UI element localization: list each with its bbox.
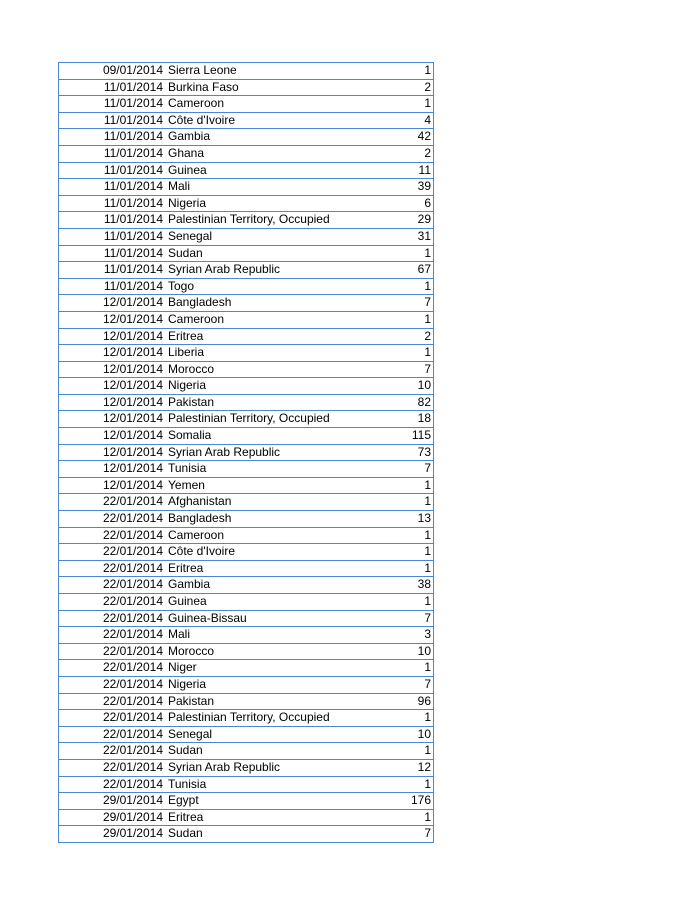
country-cell: Côte d'Ivoire: [166, 544, 388, 561]
country-cell: Eritrea: [166, 560, 388, 577]
table-row: [59, 477, 434, 494]
country-cell: Liberia: [166, 345, 388, 362]
count-cell: 73: [388, 444, 434, 461]
table-row: [59, 295, 434, 312]
country-cell: Sudan: [166, 245, 388, 262]
table-row: [59, 195, 434, 212]
table-row: [59, 96, 434, 113]
date-cell: 11/01/2014: [59, 129, 167, 146]
country-cell: Gambia: [166, 129, 388, 146]
count-cell: 115: [388, 428, 434, 445]
table-row: [59, 79, 434, 96]
country-cell: Cameroon: [166, 311, 388, 328]
table-row: [59, 527, 434, 544]
count-cell: 1: [388, 278, 434, 295]
table-row: [59, 328, 434, 345]
count-cell: 39: [388, 179, 434, 196]
date-cell: 22/01/2014: [59, 676, 167, 693]
table-row: [59, 793, 434, 810]
country-cell: Sierra Leone: [166, 63, 388, 80]
date-cell: 11/01/2014: [59, 195, 167, 212]
country-cell: Egypt: [166, 793, 388, 810]
count-cell: 2: [388, 145, 434, 162]
table-row: [59, 594, 434, 611]
table-row: [59, 378, 434, 395]
date-cell: 12/01/2014: [59, 477, 167, 494]
table-row: [59, 776, 434, 793]
table-row: [59, 129, 434, 146]
table-row: [59, 461, 434, 478]
table-row: [59, 710, 434, 727]
count-cell: 3: [388, 627, 434, 644]
country-cell: Guinea-Bissau: [166, 610, 388, 627]
date-cell: 22/01/2014: [59, 759, 167, 776]
date-cell: 11/01/2014: [59, 262, 167, 279]
date-cell: 11/01/2014: [59, 179, 167, 196]
table-row: [59, 278, 434, 295]
count-cell: 7: [388, 461, 434, 478]
table-row: [59, 743, 434, 760]
country-cell: Cameroon: [166, 527, 388, 544]
date-cell: 11/01/2014: [59, 162, 167, 179]
country-cell: Afghanistan: [166, 494, 388, 511]
country-cell: Guinea: [166, 162, 388, 179]
count-cell: 1: [388, 63, 434, 80]
count-cell: 67: [388, 262, 434, 279]
country-cell: Tunisia: [166, 461, 388, 478]
table-row: [59, 444, 434, 461]
count-cell: 11: [388, 162, 434, 179]
date-cell: 22/01/2014: [59, 627, 167, 644]
table-row: [59, 660, 434, 677]
count-cell: 2: [388, 328, 434, 345]
country-cell: Ghana: [166, 145, 388, 162]
count-cell: 1: [388, 345, 434, 362]
country-cell: Senegal: [166, 726, 388, 743]
country-cell: Gambia: [166, 577, 388, 594]
count-cell: 1: [388, 477, 434, 494]
count-cell: 31: [388, 228, 434, 245]
date-cell: 12/01/2014: [59, 361, 167, 378]
date-cell: 12/01/2014: [59, 311, 167, 328]
count-cell: 7: [388, 361, 434, 378]
country-cell: Bangladesh: [166, 295, 388, 312]
country-cell: Nigeria: [166, 378, 388, 395]
date-cell: 09/01/2014: [59, 63, 167, 80]
country-cell: Niger: [166, 660, 388, 677]
date-cell: 11/01/2014: [59, 145, 167, 162]
table-row: [59, 179, 434, 196]
country-cell: Syrian Arab Republic: [166, 444, 388, 461]
date-cell: 22/01/2014: [59, 643, 167, 660]
date-cell: 12/01/2014: [59, 295, 167, 312]
table-row: [59, 228, 434, 245]
date-cell: 12/01/2014: [59, 444, 167, 461]
country-cell: Morocco: [166, 643, 388, 660]
country-cell: Palestinian Territory, Occupied: [166, 212, 388, 229]
count-cell: 1: [388, 494, 434, 511]
country-cell: Senegal: [166, 228, 388, 245]
date-cell: 22/01/2014: [59, 594, 167, 611]
country-cell: Palestinian Territory, Occupied: [166, 411, 388, 428]
country-cell: Yemen: [166, 477, 388, 494]
date-cell: 12/01/2014: [59, 461, 167, 478]
country-cell: Sudan: [166, 743, 388, 760]
count-cell: 38: [388, 577, 434, 594]
count-cell: 10: [388, 726, 434, 743]
table-row: [59, 361, 434, 378]
country-cell: Bangladesh: [166, 511, 388, 528]
country-cell: Somalia: [166, 428, 388, 445]
table-body: [59, 63, 434, 843]
count-cell: 7: [388, 676, 434, 693]
country-cell: Guinea: [166, 594, 388, 611]
count-cell: 13: [388, 511, 434, 528]
country-cell: Pakistan: [166, 693, 388, 710]
country-cell: Syrian Arab Republic: [166, 262, 388, 279]
table-row: [59, 145, 434, 162]
country-cell: Mali: [166, 627, 388, 644]
date-cell: 22/01/2014: [59, 494, 167, 511]
date-cell: 29/01/2014: [59, 809, 167, 826]
date-cell: 22/01/2014: [59, 544, 167, 561]
table-row: [59, 162, 434, 179]
count-cell: 1: [388, 245, 434, 262]
count-cell: 10: [388, 643, 434, 660]
table-row: [59, 345, 434, 362]
table-row: [59, 544, 434, 561]
date-cell: 11/01/2014: [59, 278, 167, 295]
data-table: [58, 62, 434, 843]
date-cell: 22/01/2014: [59, 743, 167, 760]
table-row: [59, 511, 434, 528]
date-cell: 12/01/2014: [59, 411, 167, 428]
table-row: [59, 759, 434, 776]
date-cell: 11/01/2014: [59, 79, 167, 96]
count-cell: 1: [388, 743, 434, 760]
count-cell: 1: [388, 544, 434, 561]
date-cell: 29/01/2014: [59, 793, 167, 810]
count-cell: 12: [388, 759, 434, 776]
date-cell: 22/01/2014: [59, 577, 167, 594]
count-cell: 18: [388, 411, 434, 428]
date-cell: 22/01/2014: [59, 710, 167, 727]
date-cell: 12/01/2014: [59, 394, 167, 411]
country-cell: Pakistan: [166, 394, 388, 411]
date-cell: 11/01/2014: [59, 112, 167, 129]
country-cell: Côte d'Ivoire: [166, 112, 388, 129]
date-cell: 22/01/2014: [59, 660, 167, 677]
table-row: [59, 627, 434, 644]
count-cell: 1: [388, 96, 434, 113]
count-cell: 2: [388, 79, 434, 96]
table-row: [59, 212, 434, 229]
table-row: [59, 311, 434, 328]
country-cell: Palestinian Territory, Occupied: [166, 710, 388, 727]
count-cell: 1: [388, 809, 434, 826]
country-cell: Nigeria: [166, 676, 388, 693]
table-row: [59, 560, 434, 577]
country-cell: Morocco: [166, 361, 388, 378]
date-cell: 29/01/2014: [59, 826, 167, 843]
count-cell: 176: [388, 793, 434, 810]
date-cell: 12/01/2014: [59, 428, 167, 445]
country-cell: Tunisia: [166, 776, 388, 793]
country-cell: Syrian Arab Republic: [166, 759, 388, 776]
count-cell: 1: [388, 527, 434, 544]
count-cell: 1: [388, 776, 434, 793]
date-cell: 22/01/2014: [59, 776, 167, 793]
count-cell: 29: [388, 212, 434, 229]
table-row: [59, 411, 434, 428]
date-cell: 22/01/2014: [59, 726, 167, 743]
count-cell: 1: [388, 311, 434, 328]
date-cell: 11/01/2014: [59, 212, 167, 229]
date-cell: 12/01/2014: [59, 378, 167, 395]
date-cell: 22/01/2014: [59, 610, 167, 627]
date-cell: 22/01/2014: [59, 527, 167, 544]
table-row: [59, 428, 434, 445]
table-row: [59, 676, 434, 693]
date-cell: 11/01/2014: [59, 96, 167, 113]
table-row: [59, 577, 434, 594]
count-cell: 1: [388, 594, 434, 611]
table-row: [59, 494, 434, 511]
country-cell: Eritrea: [166, 328, 388, 345]
country-cell: Eritrea: [166, 809, 388, 826]
table-row: [59, 262, 434, 279]
country-cell: Togo: [166, 278, 388, 295]
count-cell: 10: [388, 378, 434, 395]
table-row: [59, 245, 434, 262]
count-cell: 96: [388, 693, 434, 710]
table-row: [59, 693, 434, 710]
table-row: [59, 63, 434, 80]
table-row: [59, 826, 434, 843]
count-cell: 7: [388, 826, 434, 843]
country-cell: Mali: [166, 179, 388, 196]
date-cell: 22/01/2014: [59, 560, 167, 577]
date-cell: 22/01/2014: [59, 511, 167, 528]
table-row: [59, 394, 434, 411]
country-cell: Burkina Faso: [166, 79, 388, 96]
date-cell: 11/01/2014: [59, 245, 167, 262]
date-cell: 12/01/2014: [59, 328, 167, 345]
table-row: [59, 610, 434, 627]
table-row: [59, 112, 434, 129]
count-cell: 1: [388, 710, 434, 727]
count-cell: 1: [388, 660, 434, 677]
count-cell: 4: [388, 112, 434, 129]
count-cell: 7: [388, 610, 434, 627]
date-cell: 11/01/2014: [59, 228, 167, 245]
table-row: [59, 726, 434, 743]
count-cell: 7: [388, 295, 434, 312]
country-cell: Cameroon: [166, 96, 388, 113]
count-cell: 1: [388, 560, 434, 577]
count-cell: 42: [388, 129, 434, 146]
date-cell: 12/01/2014: [59, 345, 167, 362]
count-cell: 6: [388, 195, 434, 212]
date-cell: 22/01/2014: [59, 693, 167, 710]
country-cell: Sudan: [166, 826, 388, 843]
country-cell: Nigeria: [166, 195, 388, 212]
table-row: [59, 809, 434, 826]
table-row: [59, 643, 434, 660]
count-cell: 82: [388, 394, 434, 411]
